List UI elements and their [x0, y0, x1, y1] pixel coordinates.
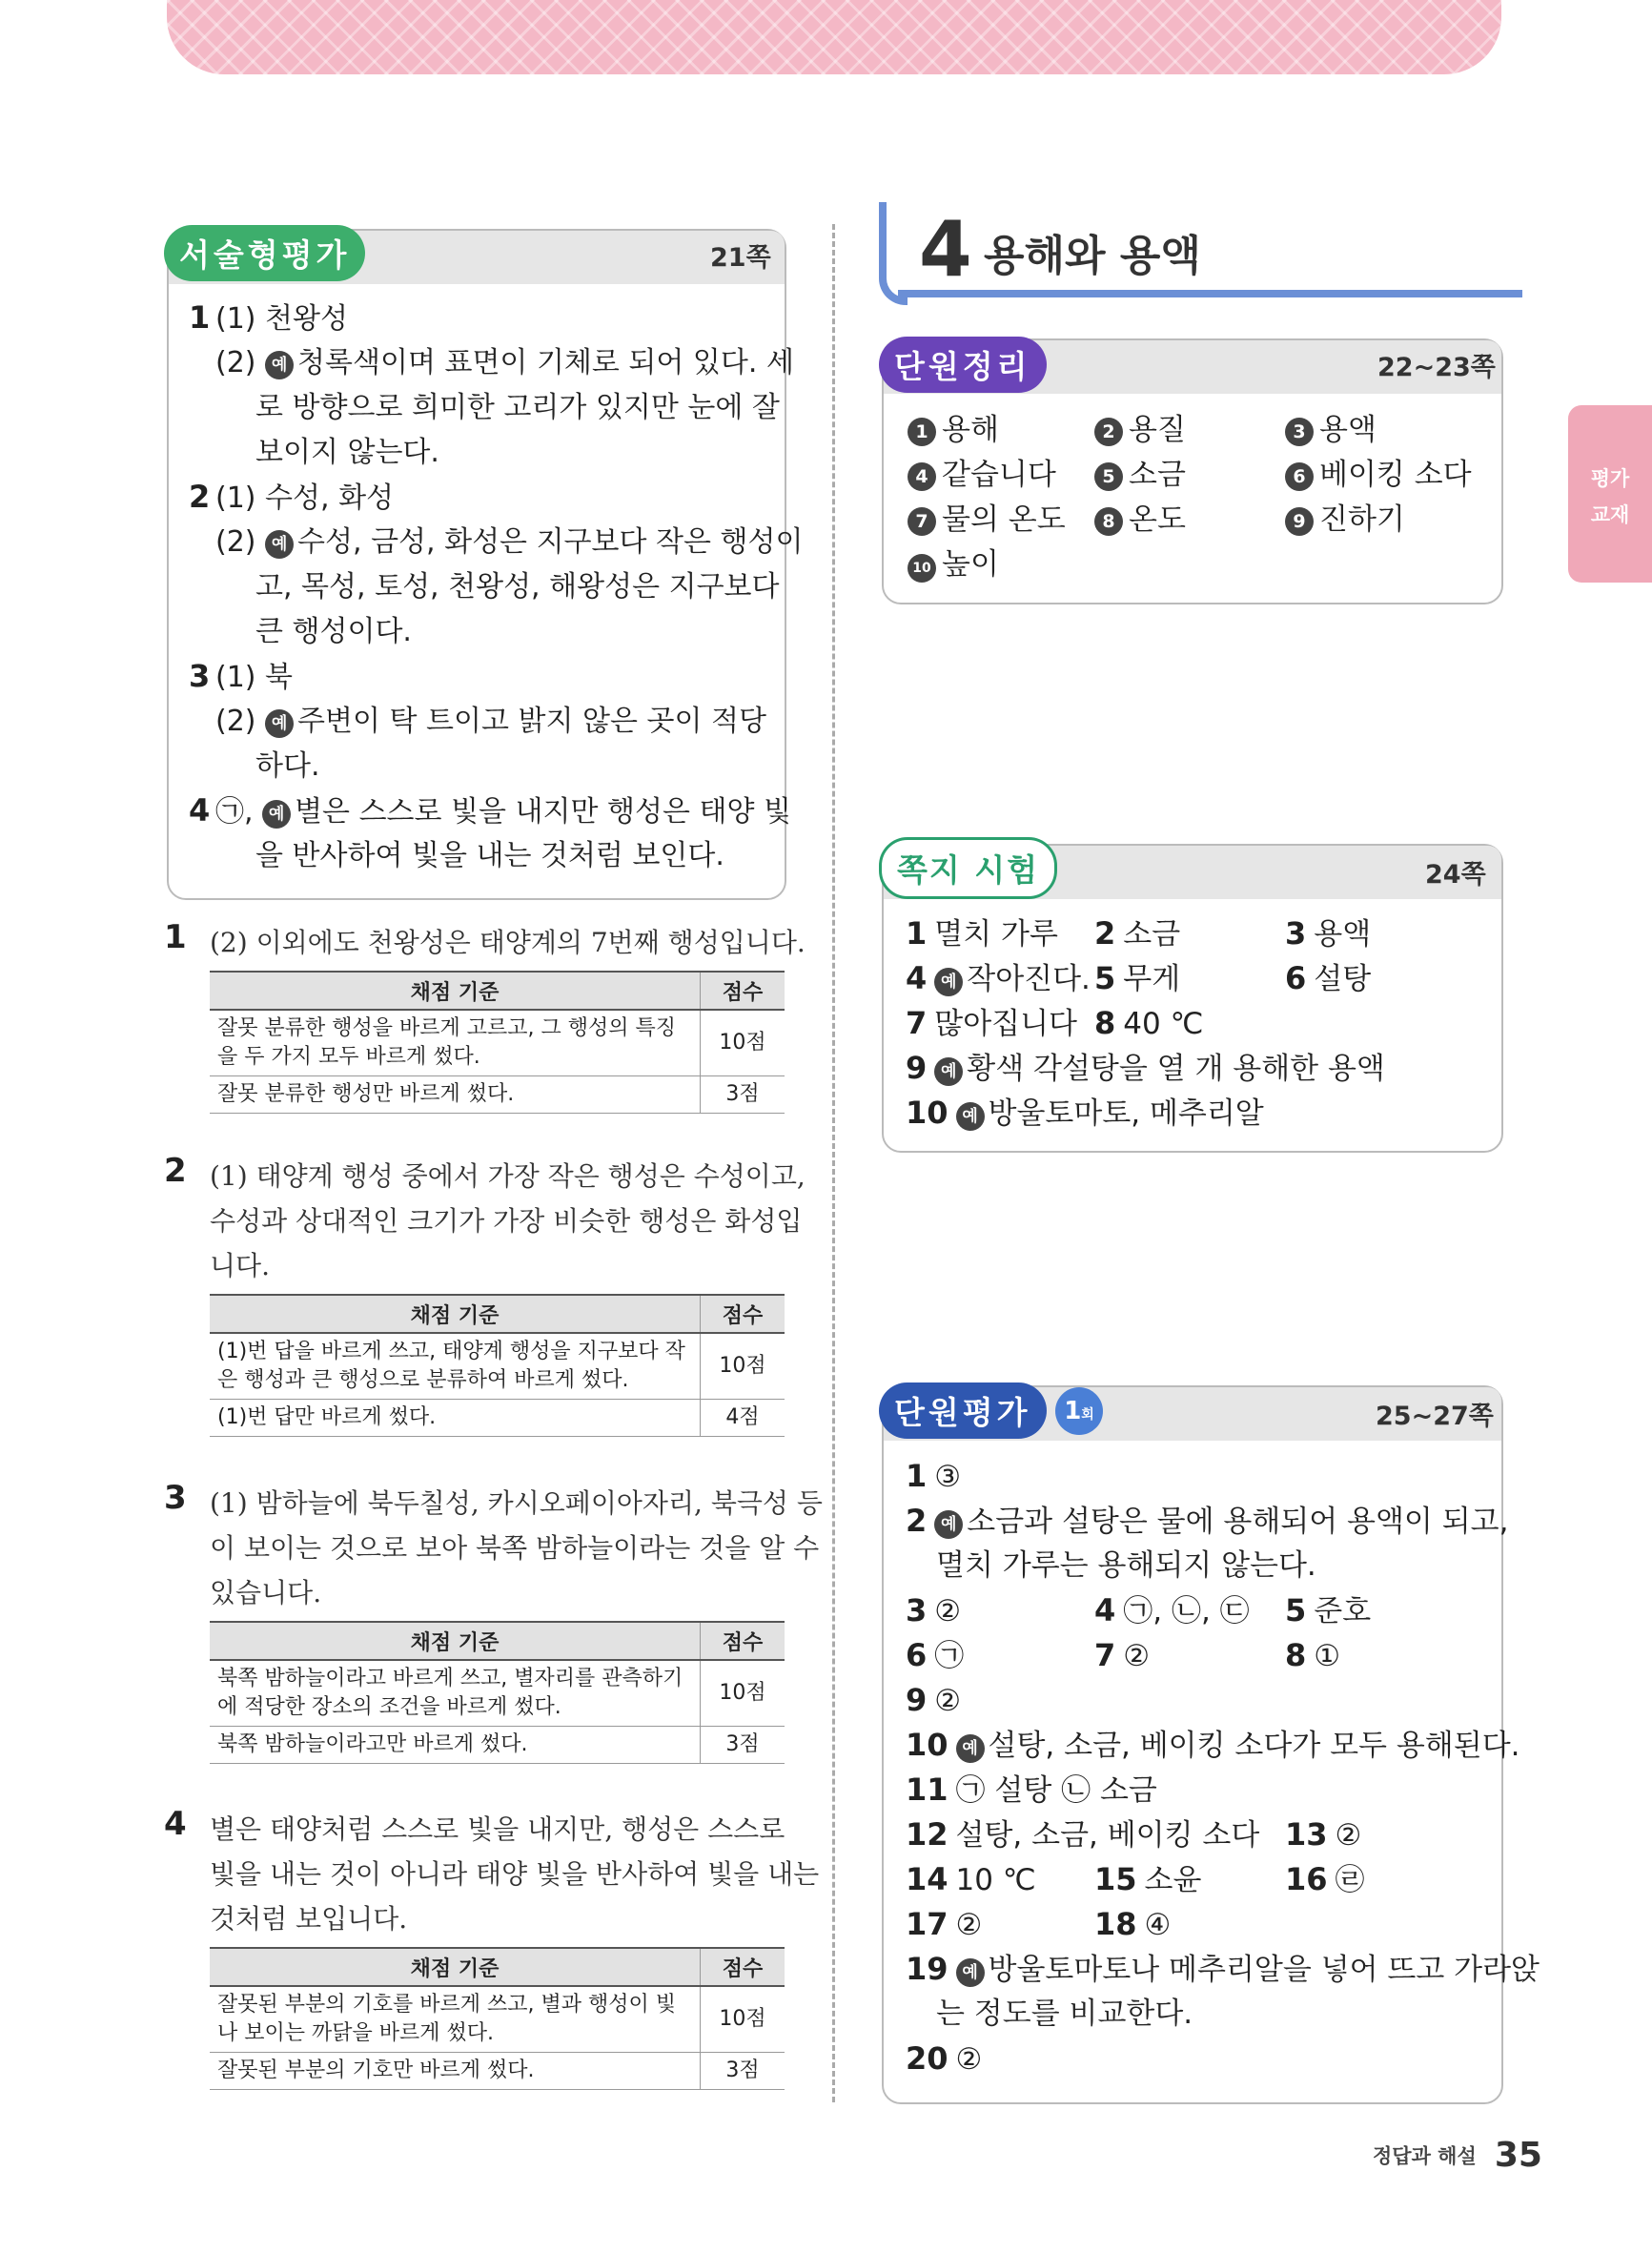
example-badge-icon: 예 — [934, 1057, 963, 1086]
summary-item-text: 물의 온도 — [942, 502, 1066, 537]
evaluation-answer — [906, 1902, 982, 1948]
example-badge-icon: 예 — [934, 1510, 963, 1539]
item-answer: 방울토마토, 메추리알 — [988, 1096, 1264, 1131]
item-number: 8 — [1285, 1637, 1307, 1673]
essay-page-ref: 21쪽 — [710, 243, 771, 273]
evaluation-answer — [936, 1992, 1193, 2037]
explanation-number: 1 — [164, 918, 187, 956]
quiz-answer — [906, 911, 1058, 957]
scoring-row — [210, 1727, 785, 1764]
sub-question-marker: (2) — [215, 705, 266, 738]
explanation-number: 3 — [164, 1479, 187, 1517]
item-answer: 소윤 — [1144, 1863, 1202, 1897]
item-answer: ② — [955, 1908, 983, 1942]
quiz-answer — [906, 956, 1091, 1002]
item-answer: ① — [1314, 1639, 1341, 1673]
item-answer: 많아집니다 — [934, 1007, 1077, 1041]
criteria-cell: 잘못 분류한 행성을 바르게 고르고, 그 행성의 특징을 두 가지 모두 바르게 썼다. — [210, 1010, 701, 1076]
evaluation-answer — [1285, 1857, 1365, 1903]
score-cell: 10점 — [701, 1010, 785, 1076]
score-cell: 10점 — [701, 1986, 785, 2053]
answer-text: 보이지 않는다. — [255, 436, 439, 469]
sub-question-marker: (1) — [215, 302, 266, 336]
answer-text: 고, 목성, 토성, 천왕성, 해왕성은 지구보다 — [255, 570, 780, 604]
answer-text: 천왕성 — [265, 302, 348, 336]
summary-item — [1094, 498, 1186, 543]
question-number: 3 — [189, 658, 211, 694]
item-number: 4 — [1094, 1592, 1116, 1628]
essay-section-label: 서술형평가 — [164, 225, 365, 281]
item-number: 15 — [1094, 1861, 1137, 1897]
criteria-header: 채점 기준 — [210, 1948, 701, 1986]
number-circle-icon: 7 — [908, 507, 936, 536]
item-answer: 멸치 가루 — [934, 917, 1058, 952]
item-answer: ② — [1123, 1639, 1151, 1673]
scoring-row — [210, 1660, 785, 1727]
scoring-row — [210, 1076, 785, 1114]
answer-text: 큰 행성이다. — [255, 615, 412, 648]
sub-question-marker: ㉠, — [215, 795, 263, 829]
essay-answer-line — [255, 609, 412, 654]
unit-evaluation-page-ref: 25~27쪽 — [1376, 1402, 1494, 1431]
sub-question-marker: (1) — [215, 481, 266, 515]
essay-answer-line — [255, 833, 724, 878]
item-number: 1 — [906, 1458, 928, 1494]
evaluation-answer — [1285, 1813, 1361, 1858]
summary-item-text: 용액 — [1319, 413, 1377, 447]
item-number: 2 — [1094, 915, 1116, 952]
criteria-header: 채점 기준 — [210, 1295, 701, 1333]
explanation-text: (1) 밤하늘에 북두칠성, 카시오페이아자리, 북극성 등 — [210, 1487, 823, 1519]
chapter-title: 용해와 용액 — [984, 232, 1201, 280]
item-number: 7 — [906, 1005, 928, 1041]
number-circle-icon: 1 — [908, 418, 936, 446]
answer-text: 북 — [265, 661, 294, 694]
item-number: 19 — [906, 1951, 948, 1987]
summary-item-text: 진하기 — [1319, 502, 1405, 537]
summary-item — [1094, 408, 1186, 453]
chapter-heading — [879, 202, 1503, 305]
item-number: 3 — [1285, 915, 1307, 952]
example-badge-icon: 예 — [934, 968, 963, 996]
unit-summary-page-ref: 22~23쪽 — [1377, 353, 1496, 382]
explanation-text: 이 보이는 것으로 보아 북쪽 밤하늘이라는 것을 알 수 — [210, 1532, 820, 1564]
number-circle-icon: 4 — [908, 462, 936, 491]
chapter-heading-underline — [898, 290, 1522, 297]
item-answer: 준호 — [1314, 1594, 1372, 1628]
quiz-page-ref: 24쪽 — [1425, 860, 1486, 890]
item-number: 17 — [906, 1906, 948, 1942]
sub-question-marker: (1) — [215, 661, 266, 694]
unit-evaluation-label: 단원평가 — [879, 1383, 1047, 1439]
quiz-answer — [1285, 911, 1371, 957]
item-answer: 멸치 가루는 용해되지 않는다. — [936, 1548, 1316, 1583]
essay-answer-line — [255, 385, 780, 430]
score-cell: 3점 — [701, 1076, 785, 1114]
item-answer: ② — [955, 2042, 983, 2077]
quiz-label: 쪽지 시험 — [879, 837, 1057, 899]
evaluation-answer — [906, 1723, 1520, 1769]
footer-label: 정답과 해설 — [1373, 2144, 1477, 2168]
explanation-text: 수성과 상대적인 크기가 가장 비슷한 행성은 화성입 — [210, 1205, 803, 1237]
side-tab-evaluation-textbook — [1568, 405, 1652, 583]
item-answer: ② — [934, 1594, 962, 1628]
essay-answer-line — [255, 430, 439, 475]
item-answer: 는 정도를 비교한다. — [936, 1997, 1193, 2031]
explanation-text: (2) 이외에도 천왕성은 태양계의 7번째 행성입니다. — [210, 927, 806, 958]
evaluation-answer — [906, 1947, 1540, 1993]
item-answer: 10 ℃ — [955, 1863, 1036, 1897]
item-answer: ③ — [934, 1460, 962, 1494]
item-answer: ② — [1335, 1818, 1362, 1853]
quiz-answer — [1094, 911, 1180, 957]
question-number: 2 — [189, 479, 211, 515]
item-answer: 무게 — [1123, 962, 1181, 996]
example-badge-icon: 예 — [956, 1734, 985, 1763]
evaluation-answer — [1094, 1902, 1171, 1948]
evaluation-answer — [906, 1633, 964, 1679]
evaluation-answer — [1094, 1633, 1150, 1679]
scoring-table — [210, 1947, 785, 2090]
unit-summary-label: 단원정리 — [879, 337, 1047, 393]
scoring-table-header — [210, 1295, 785, 1333]
round-badge — [1055, 1387, 1103, 1435]
item-answer: 40 ℃ — [1123, 1007, 1204, 1041]
summary-item-text: 베이킹 소다 — [1319, 458, 1472, 492]
criteria-cell: 잘못된 부분의 기호만 바르게 썼다. — [210, 2053, 701, 2090]
criteria-cell: 북쪽 밤하늘이라고만 바르게 썼다. — [210, 1727, 701, 1764]
item-number: 2 — [906, 1503, 928, 1539]
item-number: 5 — [1094, 960, 1116, 996]
top-decorative-band — [167, 0, 1501, 74]
round-unit: 회 — [1081, 1407, 1094, 1423]
item-answer: 소금 — [1123, 917, 1181, 952]
scoring-table-header — [210, 972, 785, 1010]
scoring-row — [210, 1333, 785, 1400]
criteria-header: 채점 기준 — [210, 972, 701, 1010]
answer-text: 수성, 화성 — [265, 481, 395, 515]
example-badge-icon: 예 — [265, 530, 294, 559]
criteria-cell: (1)번 답만 바르게 썼다. — [210, 1400, 701, 1437]
answer-text: 별은 스스로 빛을 내지만 행성은 태양 빛 — [295, 795, 791, 829]
item-number: 12 — [906, 1816, 948, 1853]
item-number: 16 — [1285, 1861, 1328, 1897]
summary-item-text: 용질 — [1129, 413, 1186, 447]
item-number: 10 — [906, 1727, 948, 1763]
summary-item — [1285, 453, 1472, 498]
item-answer: 황색 각설탕을 열 개 용해한 용액 — [967, 1052, 1385, 1086]
scoring-row — [210, 1986, 785, 2053]
item-number: 8 — [1094, 1005, 1116, 1041]
score-cell: 4점 — [701, 1400, 785, 1437]
scoring-table-header — [210, 1948, 785, 1986]
quiz-answer — [1094, 956, 1180, 1002]
evaluation-answer — [906, 1588, 961, 1634]
item-answer: ㉠ 설탕 ㉡ 소금 — [955, 1773, 1157, 1808]
score-header: 점수 — [701, 972, 785, 1010]
number-circle-icon: 8 — [1094, 507, 1123, 536]
summary-item — [1094, 453, 1186, 498]
explanation-text: 별은 태양처럼 스스로 빛을 내지만, 행성은 스스로 — [210, 1813, 785, 1845]
scoring-table-header — [210, 1622, 785, 1660]
item-number: 9 — [906, 1682, 928, 1718]
example-badge-icon: 예 — [956, 1958, 985, 1987]
summary-item — [908, 453, 1056, 498]
quiz-answer — [906, 1046, 1385, 1092]
evaluation-answer — [906, 1678, 961, 1724]
column-divider — [832, 224, 835, 2102]
item-number: 20 — [906, 2040, 948, 2077]
essay-answer-line — [255, 564, 780, 609]
summary-item — [908, 408, 999, 453]
evaluation-answer — [906, 1857, 1036, 1903]
criteria-cell: 북쪽 밤하늘이라고 바르게 쓰고, 별자리를 관측하기에 적당한 장소의 조건을 바르게 썼다. — [210, 1660, 701, 1727]
evaluation-answer — [1094, 1588, 1250, 1634]
item-number: 13 — [1285, 1816, 1328, 1853]
item-answer: 설탕, 소금, 베이킹 소다 — [955, 1818, 1260, 1853]
footer — [1373, 2136, 1542, 2175]
summary-item-text: 같습니다 — [942, 458, 1056, 492]
example-badge-icon: 예 — [265, 351, 294, 379]
sub-question-marker: (2) — [215, 525, 266, 559]
essay-answer-line — [215, 699, 766, 744]
scoring-table — [210, 971, 785, 1114]
scoring-row — [210, 1400, 785, 1437]
summary-item-text: 소금 — [1129, 458, 1186, 492]
question-number: 4 — [189, 792, 211, 829]
scoring-table — [210, 1294, 785, 1437]
item-number: 9 — [906, 1050, 928, 1086]
score-header: 점수 — [701, 1948, 785, 1986]
score-cell: 3점 — [701, 2053, 785, 2090]
evaluation-answer — [906, 1454, 961, 1500]
summary-item — [1285, 498, 1405, 543]
score-cell: 10점 — [701, 1333, 785, 1400]
example-badge-icon: 예 — [265, 709, 294, 738]
explanation-text: 니다. — [210, 1250, 270, 1281]
answer-text: 수성, 금성, 화성은 지구보다 작은 행성이 — [297, 525, 804, 559]
summary-item — [1285, 408, 1377, 453]
evaluation-answer — [906, 1813, 1259, 1858]
essay-answer-line — [189, 475, 394, 521]
item-number: 3 — [906, 1592, 928, 1628]
scoring-row — [210, 1010, 785, 1076]
quiz-answer — [1094, 1001, 1203, 1047]
criteria-cell: (1)번 답을 바르게 쓰고, 태양계 행성을 지구보다 작은 행성과 큰 행성으로 분류하여 바르게 썼다. — [210, 1333, 701, 1400]
score-header: 점수 — [701, 1295, 785, 1333]
number-circle-icon: 6 — [1285, 462, 1314, 491]
criteria-cell: 잘못된 부분의 기호를 바르게 쓰고, 별과 행성이 빛나 보이는 까닭을 바르게 썼다. — [210, 1986, 701, 2053]
scoring-table — [210, 1621, 785, 1764]
example-badge-icon: 예 — [956, 1102, 985, 1131]
answer-text: 로 방향으로 희미한 고리가 있지만 눈에 잘 — [255, 391, 780, 424]
item-number: 6 — [906, 1637, 928, 1673]
item-number: 10 — [906, 1095, 948, 1131]
criteria-cell: 잘못 분류한 행성만 바르게 썼다. — [210, 1076, 701, 1114]
example-badge-icon: 예 — [262, 800, 291, 829]
number-circle-icon: 2 — [1094, 418, 1123, 446]
item-answer: ② — [934, 1684, 962, 1718]
item-number: 11 — [906, 1772, 948, 1808]
essay-answer-line — [189, 789, 791, 834]
item-answer: 작아진다. — [967, 962, 1091, 996]
item-number: 1 — [906, 915, 928, 952]
quiz-answer — [1285, 956, 1371, 1002]
answer-text: 하다. — [255, 749, 320, 783]
criteria-header: 채점 기준 — [210, 1622, 701, 1660]
side-tab-line: 평가 — [1590, 467, 1630, 490]
evaluation-answer — [1285, 1633, 1340, 1679]
essay-answer-line — [215, 340, 794, 385]
summary-item-text: 용해 — [942, 413, 999, 447]
quiz-answer — [906, 1001, 1077, 1047]
essay-answer-line — [215, 520, 803, 564]
question-number: 1 — [189, 299, 211, 336]
item-number: 6 — [1285, 960, 1307, 996]
number-circle-icon: 5 — [1094, 462, 1123, 491]
item-answer: ㉠ — [934, 1639, 965, 1673]
answer-text: 주변이 탁 트이고 밝지 않은 곳이 적당 — [297, 705, 766, 738]
item-number: 5 — [1285, 1592, 1307, 1628]
answer-text: 청록색이며 표면이 기체로 되어 있다. 세 — [297, 346, 794, 379]
item-number: 7 — [1094, 1637, 1116, 1673]
item-answer: ㉠, ㉡, ㉢ — [1123, 1594, 1250, 1628]
item-answer: 설탕, 소금, 베이킹 소다가 모두 용해된다. — [988, 1729, 1520, 1763]
explanation-text: 빛을 내는 것이 아니라 태양 빛을 반사하여 빛을 내는 — [210, 1858, 820, 1890]
score-header: 점수 — [701, 1622, 785, 1660]
evaluation-answer — [1094, 1857, 1201, 1903]
explanation-text: 것처럼 보입니다. — [210, 1903, 408, 1935]
page-number: 35 — [1494, 2136, 1542, 2175]
essay-answer-line — [255, 744, 320, 789]
explanation-text: (1) 태양계 행성 중에서 가장 작은 행성은 수성이고, — [210, 1160, 806, 1192]
explanation-number: 2 — [164, 1152, 187, 1190]
side-tab-line: 교재 — [1590, 503, 1630, 526]
number-circle-icon: 9 — [1285, 507, 1314, 536]
evaluation-answer — [1285, 1588, 1371, 1634]
summary-item-text: 온도 — [1129, 502, 1186, 537]
evaluation-answer — [906, 1768, 1157, 1813]
item-answer: 방울토마토나 메추리알을 넣어 뜨고 가라앉 — [988, 1953, 1540, 1987]
item-answer: 설탕 — [1314, 962, 1372, 996]
item-answer: ㉣ — [1335, 1863, 1365, 1897]
score-cell: 3점 — [701, 1727, 785, 1764]
item-answer: ④ — [1144, 1908, 1172, 1942]
scoring-row — [210, 2053, 785, 2090]
score-cell: 10점 — [701, 1660, 785, 1727]
number-circle-icon: 3 — [1285, 418, 1314, 446]
summary-item — [908, 543, 999, 587]
quiz-answer — [906, 1091, 1264, 1137]
essay-answer-line — [189, 654, 293, 700]
evaluation-answer — [906, 1499, 1508, 1545]
summary-item-text: 높이 — [942, 547, 999, 582]
item-answer: 소금과 설탕은 물에 용해되어 용액이 되고, — [967, 1505, 1509, 1539]
item-number: 18 — [1094, 1906, 1137, 1942]
round-number: 1 — [1064, 1397, 1082, 1425]
item-number: 14 — [906, 1861, 948, 1897]
explanation-number: 4 — [164, 1805, 187, 1843]
sub-question-marker: (2) — [215, 346, 266, 379]
evaluation-answer — [936, 1544, 1316, 1588]
number-circle-icon: 10 — [908, 554, 936, 583]
chapter-number: 4 — [919, 205, 972, 294]
item-answer: 용액 — [1314, 917, 1372, 952]
item-number: 4 — [906, 960, 928, 996]
explanation-text: 있습니다. — [210, 1577, 322, 1608]
answer-text: 을 반사하여 빛을 내는 것처럼 보인다. — [255, 839, 724, 872]
summary-item — [908, 498, 1066, 543]
essay-answer-line — [189, 296, 348, 341]
evaluation-answer — [906, 2037, 982, 2082]
